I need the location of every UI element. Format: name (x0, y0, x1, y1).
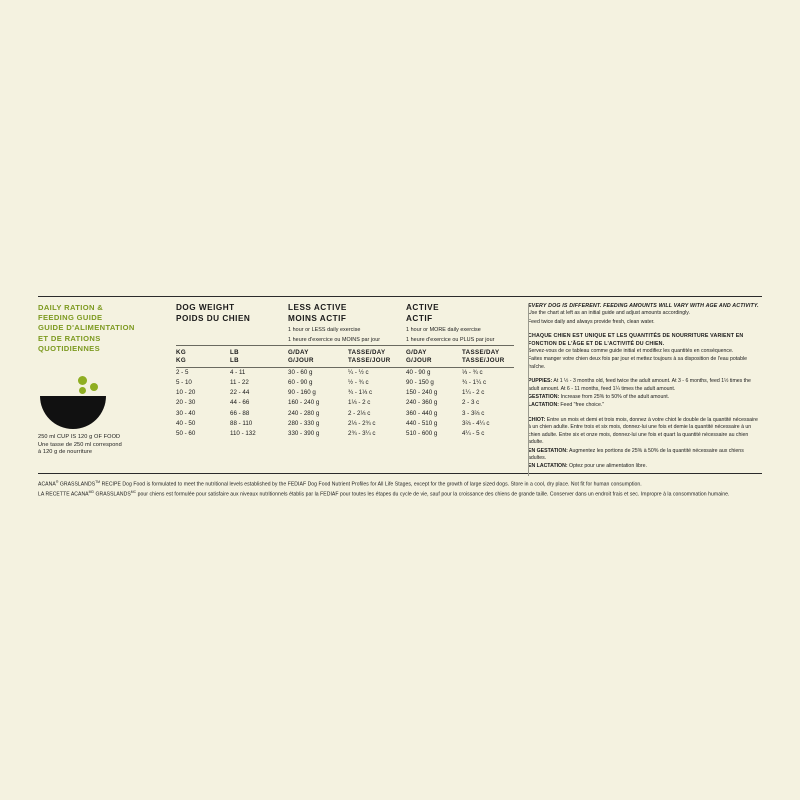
less-active-header-en: LESS ACTIVE (288, 303, 347, 312)
chaque-chien-text-2: Faites manger votre chien deux fois par jour et mettez toujours à sa disposition de l'eau potable fraîche. (528, 356, 747, 370)
title-line-2: FEEDING GUIDE (38, 313, 103, 323)
table-row (176, 368, 514, 378)
unit-cup-less-fr: TASSE/JOUR (348, 356, 391, 364)
dog-weight-header-fr: POIDS DU CHIEN (176, 313, 251, 323)
guide-body (38, 297, 762, 473)
cell-active-grams: 150 - 240 g (406, 389, 438, 397)
cell-lb: 22 - 44 (230, 389, 250, 397)
dog-bowl-icon (38, 374, 168, 430)
puppies-line (528, 378, 762, 393)
cell-active-grams: 240 - 360 g (406, 399, 438, 407)
footer-en-sup1: ® (55, 479, 59, 484)
chaque-chien-block (528, 333, 762, 371)
table-row (176, 409, 514, 419)
lactation-text: Feed "free choice." (560, 402, 605, 409)
cell-active-cups: ⅓ - ¾ c (462, 368, 483, 376)
cell-less-cups: ½ - ¾ c (348, 379, 369, 387)
footer-en-brand: ACANA (38, 481, 56, 488)
unit-lb-en: LB (230, 348, 239, 356)
cell-active-grams: 440 - 510 g (406, 419, 438, 427)
title-line-5: QUOTIDIENNES (38, 343, 101, 353)
cell-less-cups: ¼ - ½ c (348, 368, 369, 376)
lactation-fr-line (528, 463, 762, 470)
cell-less-cups: 2 - 2⅓ c (348, 409, 371, 417)
lactation-line (528, 402, 762, 409)
every-dog-text-1: Use the chart at left as an initial guide and adjust amounts accordingly. (528, 310, 690, 317)
footer-fr-text: pour chiens est formulée pour satisfaire aux niveaux nutritionnels établis par la FEDIAF pour toutes les étapes du cycle de vie, sauf pour la croissance des chiens de grande taille. Conserver dans un endroit frais et sec. Impropre à la consommation humaine. (136, 491, 730, 498)
feeding-notes-column (514, 303, 762, 473)
cell-less-grams: 90 - 160 g (288, 389, 316, 397)
title-line-3: GUIDE D'ALIMENTATION (38, 323, 135, 333)
unit-cup-active-fr: TASSE/JOUR (462, 356, 505, 364)
active-header (406, 303, 514, 345)
cell-less-grams: 160 - 240 g (288, 399, 320, 407)
gestation-fr-text: Augmentez les portions de 25% à 50% de la quantité nécessaire aux chiens adultes. (528, 447, 744, 461)
cup-note-en: 250 ml CUP IS 120 g OF FOOD (38, 434, 121, 441)
footer-fr (38, 489, 762, 499)
table-row (176, 429, 514, 439)
footer-en (38, 479, 762, 489)
unit-gday-active-fr: G/JOUR (406, 356, 432, 364)
cell-less-cups: 1⅓ - 2 c (348, 399, 371, 407)
cell-kg: 5 - 10 (176, 379, 192, 387)
chiot-label: CHIOT: (528, 416, 546, 423)
gestation-fr-label: EN GESTATION: (528, 447, 568, 454)
cell-kg: 40 - 50 (176, 419, 196, 427)
chaque-chien-heading: CHAQUE CHIEN EST UNIQUE ET LES QUANTITÉS DE NOURRITURE VARIENT EN FONCTION DE L'ÂGE ET DE L'ACTIVITÉ DU CHIEN. (528, 333, 744, 347)
kibble-icon (79, 387, 86, 394)
cell-active-grams: 360 - 440 g (406, 409, 438, 417)
cell-less-cups: ¾ - 1⅓ c (348, 389, 373, 397)
unit-gday-less (288, 349, 348, 365)
lactation-label: LACTATION: (528, 402, 559, 409)
cell-active-cups: ¾ - 1¼ c (462, 379, 487, 387)
footer-en-text: RECIPE Dog Food is formulated to meet the nutritional levels established by the FEDIAF Dog Food Nutrient Profiles for All Life Stages, except for the growth of large sized dogs. Store in a cool, dry place. Not fit for human consumption. (100, 481, 642, 488)
footer-fr-mid: GRASSLANDS (94, 491, 131, 498)
table-body (176, 368, 514, 439)
cell-lb: 44 - 66 (230, 399, 250, 407)
cell-lb: 110 - 132 (230, 430, 256, 438)
unit-kg-fr: KG (176, 356, 186, 364)
cell-active-cups: 3⅔ - 4¼ c (462, 419, 490, 427)
chiot-text: Entre un mois et demi et trois mois, donnez à votre chiot le double de la quantité nécessaire à un chien adulte. Entre trois et six mois, donnez-lui une fois et demie la quantité nécessaire à un chien adulte. Entre six et onze mois, donnez-lui une fois et quart la quantité nécessaire au chien adulte. (528, 416, 758, 446)
less-active-subtitle-en: 1 hour or LESS daily exercise (288, 327, 361, 333)
unit-kg-en: KG (176, 348, 186, 356)
cell-less-grams: 280 - 330 g (288, 419, 320, 427)
active-subtitle-en: 1 hour or MORE daily exercise (406, 327, 481, 333)
cell-active-cups: 2 - 3 c (462, 399, 480, 407)
cell-active-cups: 1¼ - 2 c (462, 389, 485, 397)
feeding-table (176, 303, 514, 439)
cell-lb: 11 - 22 (230, 379, 249, 387)
lactation-fr-label: EN LACTATION: (528, 463, 568, 470)
unit-cup-active (462, 349, 514, 365)
footer-en-sup2: TM (95, 479, 101, 484)
every-dog-block (528, 303, 762, 326)
cell-lb: 4 - 11 (230, 368, 246, 376)
active-subtitle-fr: 1 heure d'exercice ou PLUS par jour (406, 337, 495, 344)
unit-cup-less (348, 349, 406, 365)
cell-kg: 20 - 30 (176, 399, 196, 407)
cell-kg: 30 - 40 (176, 409, 196, 417)
gestation-line (528, 394, 762, 401)
cup-note-fr-line1: Une tasse de 250 ml correspond (38, 441, 122, 448)
life-stage-en-block (528, 378, 762, 410)
daily-ration-column (38, 303, 176, 457)
cell-active-cups: 4¼ - 5 c (462, 430, 485, 438)
gestation-text: Increase from 25% to 50% of the adult amount. (560, 394, 670, 401)
column-separator (528, 304, 529, 476)
unit-cup-active-en: TASSE/DAY (462, 348, 500, 356)
gestation-label: GESTATION: (528, 394, 560, 401)
unit-gday-active (406, 349, 462, 365)
every-dog-heading: EVERY DOG IS DIFFERENT. FEEDING AMOUNTS WILL VARY WITH AGE AND ACTIVITY. (528, 303, 759, 309)
title-line-1: DAILY RATION & (38, 303, 104, 312)
cup-note-fr-line2: à 120 g de nourriture (38, 449, 93, 456)
active-header-en: ACTIVE (406, 303, 440, 312)
chaque-chien-text-1: Servez-vous de ce tableau comme guide initial et modifiez les quantités en conséquence. (528, 348, 734, 355)
puppies-label: PUPPIES: (528, 378, 553, 385)
table-row (176, 419, 514, 429)
table-units-row (176, 346, 514, 367)
cell-less-cups: 2¾ - 3¼ c (348, 430, 376, 438)
cell-less-grams: 60 - 90 g (288, 379, 313, 387)
unit-kg (176, 349, 230, 365)
unit-gday-less-fr: G/JOUR (288, 356, 314, 364)
table-header-row (176, 303, 514, 345)
table-row (176, 378, 514, 388)
cell-less-cups: 2⅓ - 2¾ c (348, 419, 376, 427)
life-stage-fr-block (528, 417, 762, 471)
less-active-header (288, 303, 406, 345)
daily-ration-title (38, 303, 168, 354)
active-header-fr: ACTIF (406, 313, 433, 323)
kibble-icon (78, 376, 87, 385)
kibble-icon (90, 383, 98, 391)
unit-lb-fr: LB (230, 356, 239, 364)
cell-active-grams: 510 - 600 g (406, 430, 438, 438)
every-dog-text-2: Feed twice daily and always provide fresh, clean water. (528, 318, 655, 325)
dog-weight-header-en: DOG WEIGHT (176, 303, 235, 312)
cell-less-grams: 30 - 60 g (288, 368, 313, 376)
cell-less-grams: 330 - 390 g (288, 430, 320, 438)
table-row (176, 388, 514, 398)
footer-fr-sup1: MD (88, 490, 94, 494)
lactation-fr-text: Optez pour une alimentation libre. (569, 463, 647, 470)
cup-conversion-note (38, 434, 168, 457)
less-active-header-fr: MOINS ACTIF (288, 313, 347, 323)
unit-gday-active-en: G/DAY (406, 348, 427, 356)
legal-footer (38, 474, 762, 500)
cell-active-grams: 90 - 150 g (406, 379, 434, 387)
cell-lb: 66 - 88 (230, 409, 250, 417)
cell-active-cups: 3 - 3⅔ c (462, 409, 485, 417)
feeding-guide-panel (38, 296, 762, 499)
chiot-line (528, 417, 762, 447)
less-active-subtitle-fr: 1 heure d'exercice ou MOINS par jour (288, 337, 381, 344)
footer-en-recipe: GRASSLANDS (58, 481, 96, 488)
cell-less-grams: 240 - 280 g (288, 409, 320, 417)
cell-lb: 88 - 110 (230, 419, 253, 427)
unit-cup-less-en: TASSE/DAY (348, 348, 386, 356)
unit-gday-less-en: G/DAY (288, 348, 309, 356)
footer-fr-prefix: LA RECETTE ACANA (38, 491, 89, 498)
cell-kg: 50 - 60 (176, 430, 196, 438)
bowl-shape-icon (40, 396, 106, 429)
puppies-text: At 1 ½ - 3 months old, feed twice the adult amount. At 3 - 6 months, feed 1½ times the adult amount. At 6 - 11 months, feed 1¼ times the adult amount. (528, 378, 751, 392)
dog-weight-header (176, 303, 288, 324)
title-line-4: ET DE RATIONS (38, 333, 101, 343)
cell-kg: 2 - 5 (176, 368, 189, 376)
gestation-fr-line (528, 448, 762, 463)
cell-kg: 10 - 20 (176, 389, 196, 397)
table-row (176, 398, 514, 408)
unit-lb (230, 349, 288, 365)
footer-fr-sup2: MC (130, 490, 137, 494)
cell-active-grams: 40 - 90 g (406, 368, 431, 376)
